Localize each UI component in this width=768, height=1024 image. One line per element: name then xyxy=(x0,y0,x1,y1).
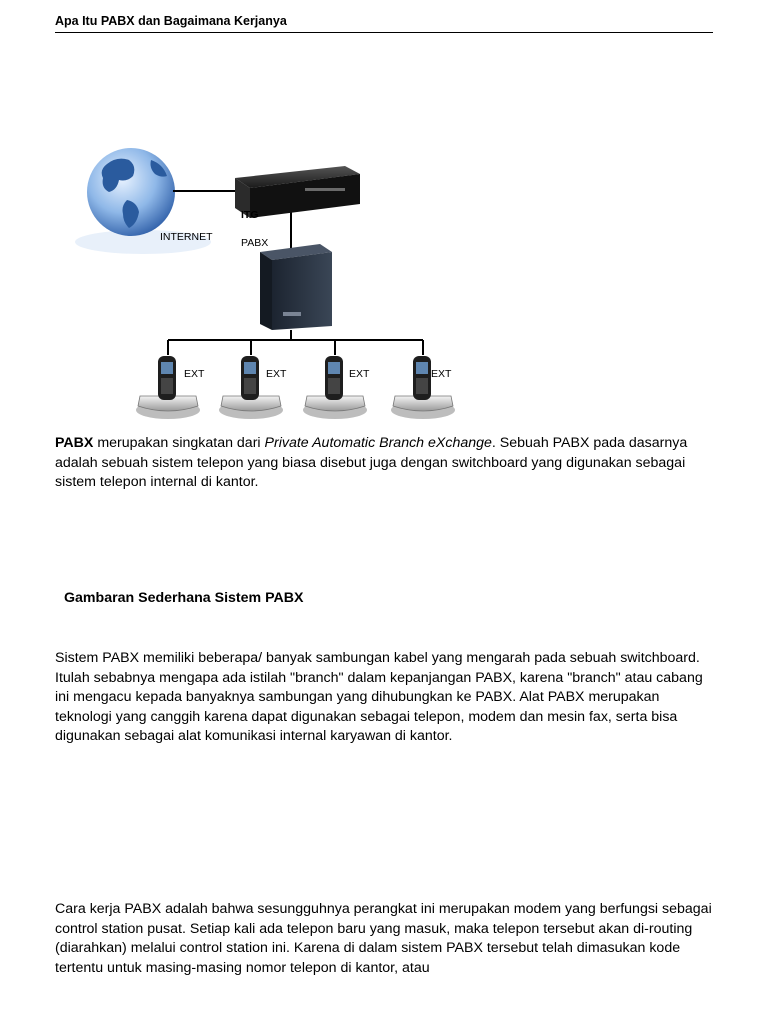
phone-4 xyxy=(391,356,455,419)
pabx-label: PABX xyxy=(241,237,269,249)
section-heading: Gambaran Sederhana Sistem PABX xyxy=(64,590,304,606)
intro-term: PABX xyxy=(55,435,94,451)
ext-label-3: EXT xyxy=(349,368,370,380)
phone-2 xyxy=(219,356,283,419)
intro-expansion: Private Automatic Branch eXchange xyxy=(264,435,492,451)
phone-1 xyxy=(136,356,200,419)
itg-label: ITG xyxy=(241,209,259,221)
intro-text-1: merupakan singkatan dari xyxy=(93,435,265,451)
ext-label-1: EXT xyxy=(184,368,205,380)
ext-label-4: EXT xyxy=(431,368,452,380)
internet-label: INTERNET xyxy=(160,231,213,243)
pabx-diagram xyxy=(55,130,713,430)
page-header: Apa Itu PABX dan Bagaimana Kerjanya xyxy=(55,14,713,33)
section-paragraph: Sistem PABX memiliki beberapa/ banyak sambungan kabel yang mengarah pada sebuah switchboard. Itulah sebabnya mengapa ada istilah "branch" dalam kepanjangan PABX, karena "branch" atau cabang ini mengacu kepada banyaknya sambungan yang dihubungkan ke PABX. Alat PABX merupakan teknologi yang canggih karena dapat digunakan sebagai telepon, modem dan mesin fax, serta bisa digunakan sebagai alat komunikasi internal karyawan di kantor. xyxy=(55,650,703,745)
pabx-unit xyxy=(260,244,332,330)
intro-text-2: . Sebuah PABX pada dasarnya adalah sebuah sistem telepon yang biasa disebut juga dengan switchboard yang digunakan sebagai sistem telepon internal di kantor. xyxy=(55,435,688,491)
intro-paragraph xyxy=(55,434,720,493)
phone-3 xyxy=(303,356,367,419)
ext-label-2: EXT xyxy=(266,368,287,380)
how-it-works-paragraph: Cara kerja PABX adalah bahwa sesungguhnya perangkat ini merupakan modem yang berfungsi sebagai control station pusat. Setiap kali ada telepon baru yang masuk, maka telepon tersebut akan di-routing (diarahkan) melalui control station ini. Karena di dalam sistem PABX tersebut telah dimasukan kode tertentu untuk masing-masing nomor telepon di kantor, atau xyxy=(55,901,712,976)
